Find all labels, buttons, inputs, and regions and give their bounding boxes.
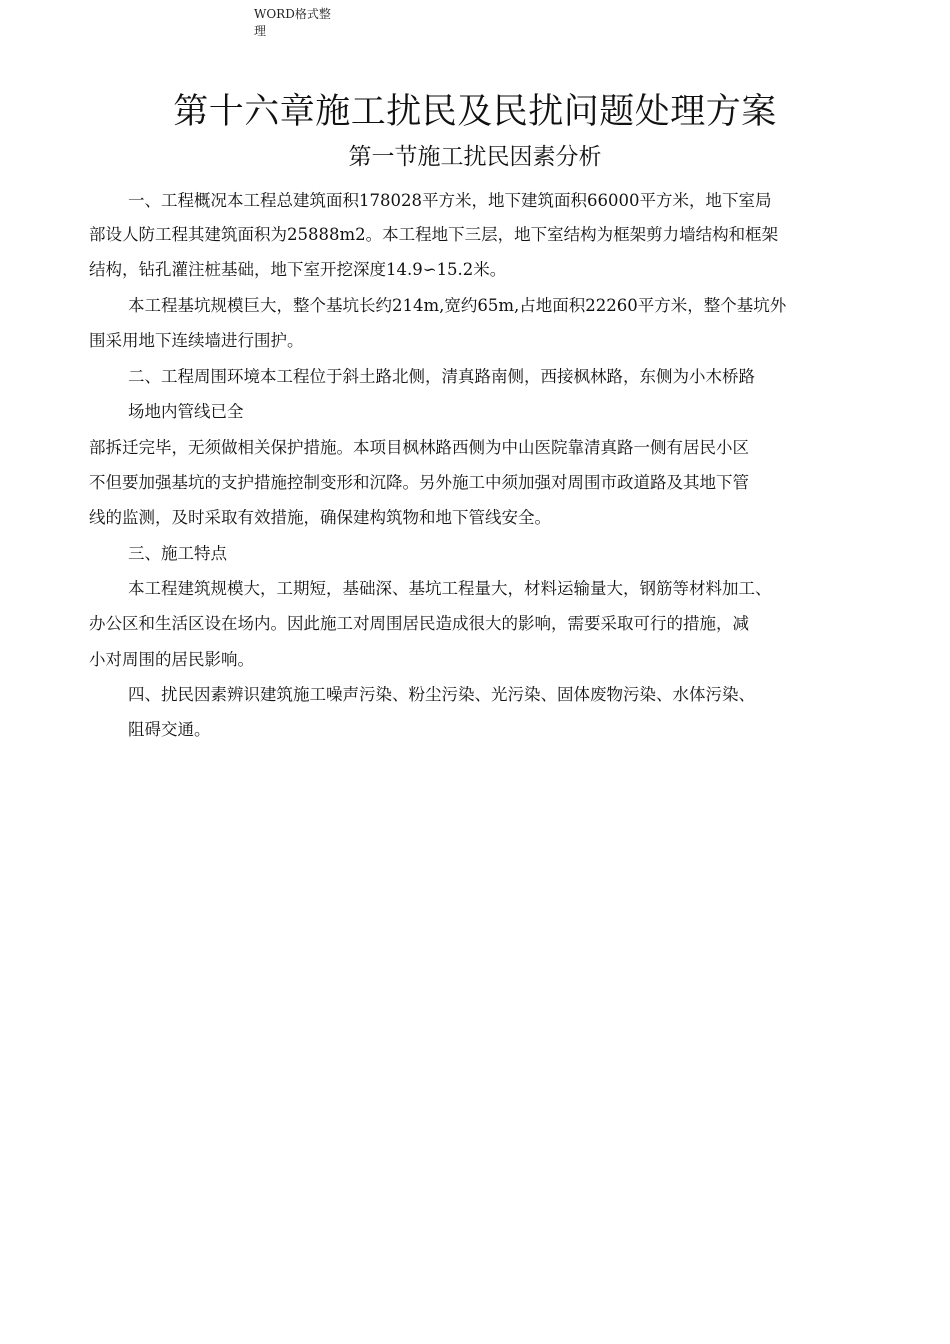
paragraph-line: 小对周围的居民影响。 [89,650,254,669]
paragraph-line: 办公区和生活区设在场内。因此施工对周围居民造成很大的影响，需要采取可行的措施，减 [89,614,749,633]
paragraph-line: 二、工程周围环境本工程位于斜土路北侧，清真路南侧，西接枫林路，东侧为小木桥路 [128,367,755,386]
paragraph-line: 本工程基坑规模巨大，整个基坑长约214m,宽约65m,占地面积22260平方米，整个基坑外 [128,296,787,315]
paragraph-line: 三、施工特点 [128,544,227,563]
header-note-line-2: 理 [254,24,267,38]
paragraph-line: 线的监测，及时采取有效措施，确保建构筑物和地下管线安全。 [89,508,551,527]
chapter-title: 第十六章施工扰民及民扰问题处理方案 [173,92,777,132]
paragraph-line: 部拆迁完毕，无须做相关保护措施。本项目枫林路西侧为中山医院靠清真路一侧有居民小区 [89,438,749,457]
header-note [254,6,354,40]
paragraph-line: 部设人防工程其建筑面积为25888m2。本工程地下三层，地下室结构为框架剪力墙结构和框架 [89,225,779,244]
paragraph-line: 不但要加强基坑的支护措施控制变形和沉降。另外施工中须加强对周围市政道路及其地下管 [89,473,749,492]
paragraph-line: 场地内管线已全 [128,402,244,421]
paragraph-line: 围采用地下连续墙进行围护。 [89,331,304,350]
section-title: 第一节施工扰民因素分析 [348,144,602,170]
paragraph-line: 阻碍交通。 [128,720,211,739]
header-note-line-1: WORD格式整 [254,7,331,21]
paragraph-line: 一、工程概况本工程总建筑面积178028平方米，地下建筑面积66000平方米，地下室局 [128,191,772,210]
paragraph-line: 四、扰民因素辨识建筑施工噪声污染、粉尘污染、光污染、固体废物污染、水体污染、 [128,685,755,704]
paragraph-line: 本工程建筑规模大，工期短，基础深、基坑工程量大，材料运输量大，钢筋等材料加工、 [128,579,772,598]
paragraph-line: 结构，钻孔灌注桩基础，地下室开挖深度14.9∽15.2米。 [89,260,507,279]
